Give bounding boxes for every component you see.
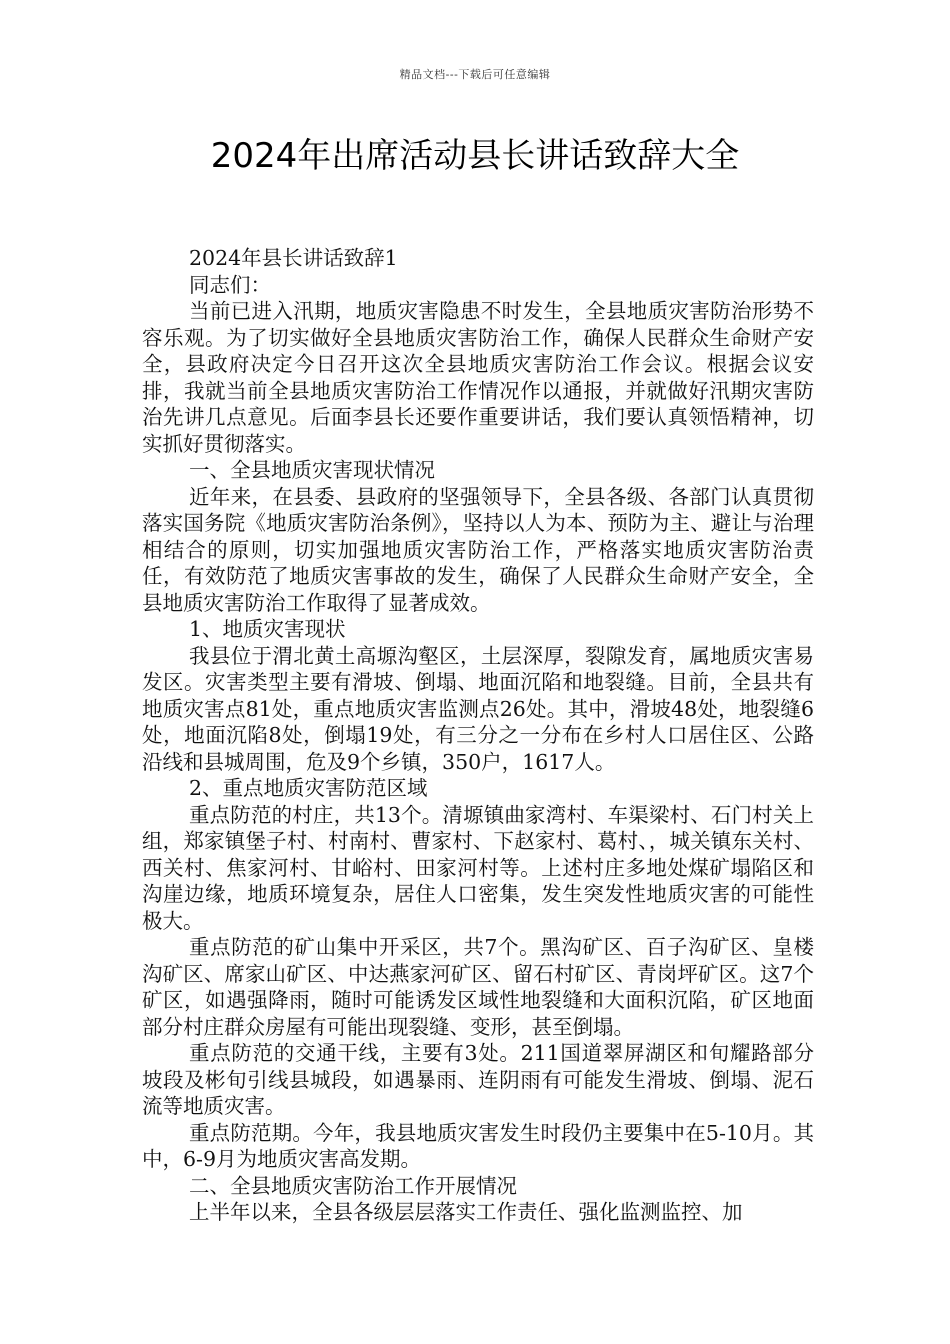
document-body bbox=[142, 245, 814, 1226]
paragraph-key-traffic-lines: 重点防范的交通干线，主要有3处。211国道翠屏湖区和旬耀路部分坡段及彬旬引线县城段，如遇暴雨、连阴雨有可能发生滑坡、倒塌、泥石流等地质灾害。 bbox=[142, 1041, 814, 1118]
paragraph-progress: 上半年以来，全县各级层层落实工作责任、强化监测监控、加 bbox=[189, 1200, 743, 1224]
section-heading-2: 二、全县地质灾害防治工作开展情况 bbox=[189, 1173, 517, 1198]
paragraph-current-status: 我县位于渭北黄土高塬沟壑区，土层深厚，裂隙发育，属地质灾害易发区。灾害类型主要有滑坡、倒塌、地面沉陷和地裂缝。目前，全县共有地质灾害点81处，重点地质灾害监测点26处。其中，滑坡48处，地裂缝6处，地面沉陷8处，倒塌19处，有三分之一分布在乡村人口居住区、公路沿线和县城周围，危及9个乡镇，350户，1617人。 bbox=[142, 643, 814, 774]
salutation: 同志们： bbox=[189, 272, 271, 297]
paragraph-overview: 近年来，在县委、县政府的坚强领导下，全县各级、各部门认真贯彻落实国务院《地质灾害防治条例》，坚持以人为本、预防为主、避让与治理相结合的原则，切实加强地质灾害防治工作，严格落实地质灾害防治责任，有效防范了地质灾害事故的发生，确保了人民群众生命财产安全，全县地质灾害防治工作取得了显著成效。 bbox=[142, 484, 814, 615]
speech-heading: 2024年县长讲话致辞1 bbox=[189, 246, 398, 270]
paragraph-key-period: 重点防范期。今年，我县地质灾害发生时段仍主要集中在5-10月。其中，6-9月为地质灾害高发期。 bbox=[142, 1120, 814, 1171]
section-heading-1: 一、全县地质灾害现状情况 bbox=[189, 458, 435, 482]
document-title: 2024年出席活动县长讲话致辞大全 bbox=[210, 136, 740, 176]
subsection-heading-1: 1、地质灾害现状 bbox=[189, 617, 346, 641]
header-note: 精品文档---下载后可任意编辑 bbox=[399, 68, 551, 81]
subsection-heading-2: 2、重点地质灾害防范区域 bbox=[189, 776, 428, 800]
paragraph-key-villages: 重点防范的村庄，共13个。清塬镇曲家湾村、车渠梁村、石门村关上组，郑家镇堡子村、村南村、曹家村、下赵家村、葛村、，城关镇东关村、西关村、焦家河村、甘峪村、田家河村等。上述村庄多地处煤矿塌陷区和沟崖边缘，地质环境复杂，居住人口密集，发生突发性地质灾害的可能性极大。 bbox=[142, 802, 814, 933]
paragraph-intro: 当前已进入汛期，地质灾害隐患不时发生，全县地质灾害防治形势不容乐观。为了切实做好全县地质灾害防治工作，确保人民群众生命财产安全，县政府决定今日召开这次全县地质灾害防治工作会议。根据会议安排，我就当前全县地质灾害防治工作情况作以通报，并就做好汛期灾害防治先讲几点意见。后面李县长还要作重要讲话，我们要认真领悟精神，切实抓好贯彻落实。 bbox=[142, 299, 814, 456]
paragraph-key-mining-areas: 重点防范的矿山集中开采区，共7个。黑沟矿区、百子沟矿区、皇楼沟矿区、席家山矿区、中达燕家河矿区、留石村矿区、青岗坪矿区。这7个矿区，如遇强降雨，随时可能诱发区域性地裂缝和大面积沉陷，矿区地面部分村庄群众房屋有可能出现裂缝、变形，甚至倒塌。 bbox=[142, 935, 814, 1039]
